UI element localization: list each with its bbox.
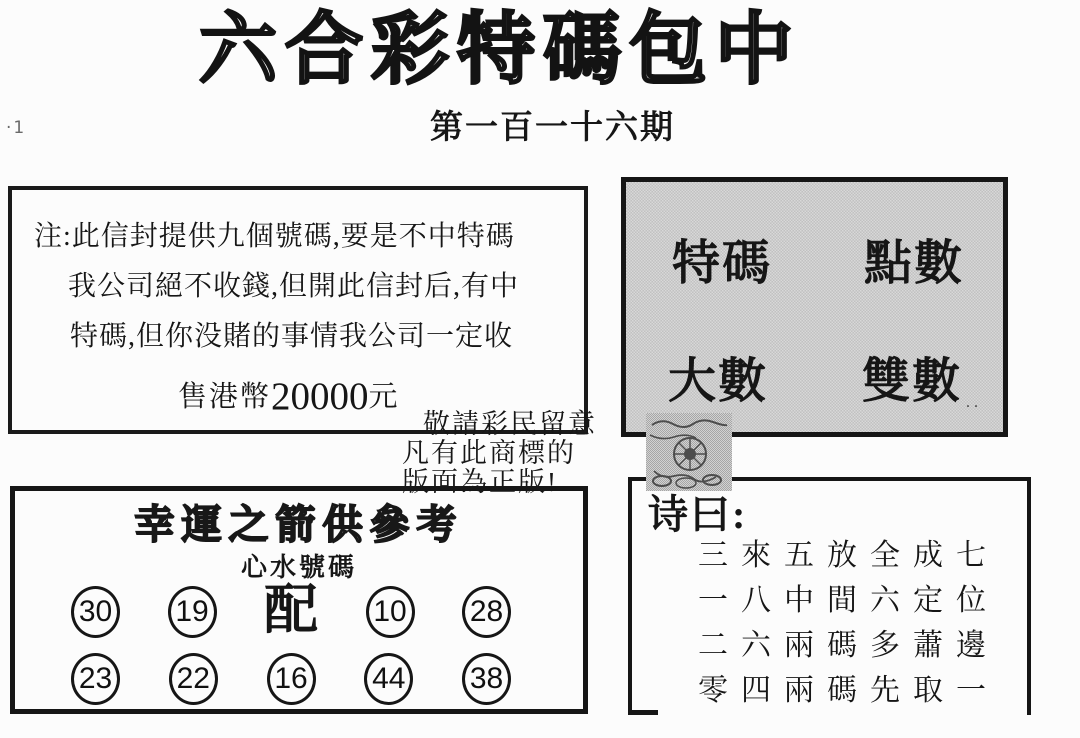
number-circle: 28 [462,586,511,638]
scan-dots: .. [966,394,982,411]
wheel-trademark-stamp-icon [646,413,732,491]
price-suffix: 元 [368,381,400,413]
pair-character: 配 [264,580,318,640]
number-circle: 30 [71,586,120,638]
note-box [8,186,588,434]
number-row-1 [15,579,583,645]
bet-label-even-number: 雙數 [862,355,963,408]
issue-number: 第一百一十六期 [430,110,675,146]
note-line-2: 我公司絕不收錢,但開此信封后,有中 [68,271,520,302]
poem-line-3: 二六兩碼多蕭邊 [698,629,999,662]
trademark-notice [402,410,597,497]
number-circle: 19 [168,586,217,638]
price-line [178,374,400,419]
number-circle: 23 [71,653,120,705]
number-circle: 38 [462,653,511,705]
notice-line-1: 敬請彩民留意 [423,409,597,439]
poem-box [628,477,1031,715]
notice-line-2: 凡有此商標的 [402,438,576,468]
bet-label-special-number: 特碼 [672,237,773,290]
poem-heading: 诗曰: [648,492,748,537]
notice-line-3: 版面為正版! [402,467,558,497]
poem-box-corner-foot [628,710,658,715]
bet-label-big-number: 大數 [668,355,769,408]
number-circle: 10 [366,586,415,638]
poem-line-1: 三來五放全成七 [698,539,999,572]
price-amount: 20000 [271,375,369,418]
poem-line-4: 零四兩碼先取一 [698,674,999,707]
note-line-3: 特碼,但你没賭的事情我公司一定收 [70,321,514,352]
number-row-2 [15,649,583,709]
wheel-stamp-drawing [646,413,732,491]
poem-lines [698,533,999,713]
scan-artifact: ·1 [6,118,27,138]
page-title: 六合彩特碼包中 [198,6,801,93]
lucky-numbers-box [10,486,588,714]
number-circle: 22 [169,653,218,705]
bet-label-points: 點數 [864,237,965,290]
bet-type-box [621,177,1008,437]
note-line-1: 注:此信封提供九個號碼,要是不中特碼 [34,221,515,252]
price-prefix: 售港幣 [178,381,272,413]
lucky-box-subtitle: 心水號碼 [240,553,357,582]
poem-line-2: 一八中間六定位 [698,584,999,617]
number-circle: 16 [267,653,316,705]
lucky-box-title: 幸運之箭供參考 [134,502,464,547]
number-circle: 44 [364,653,413,705]
